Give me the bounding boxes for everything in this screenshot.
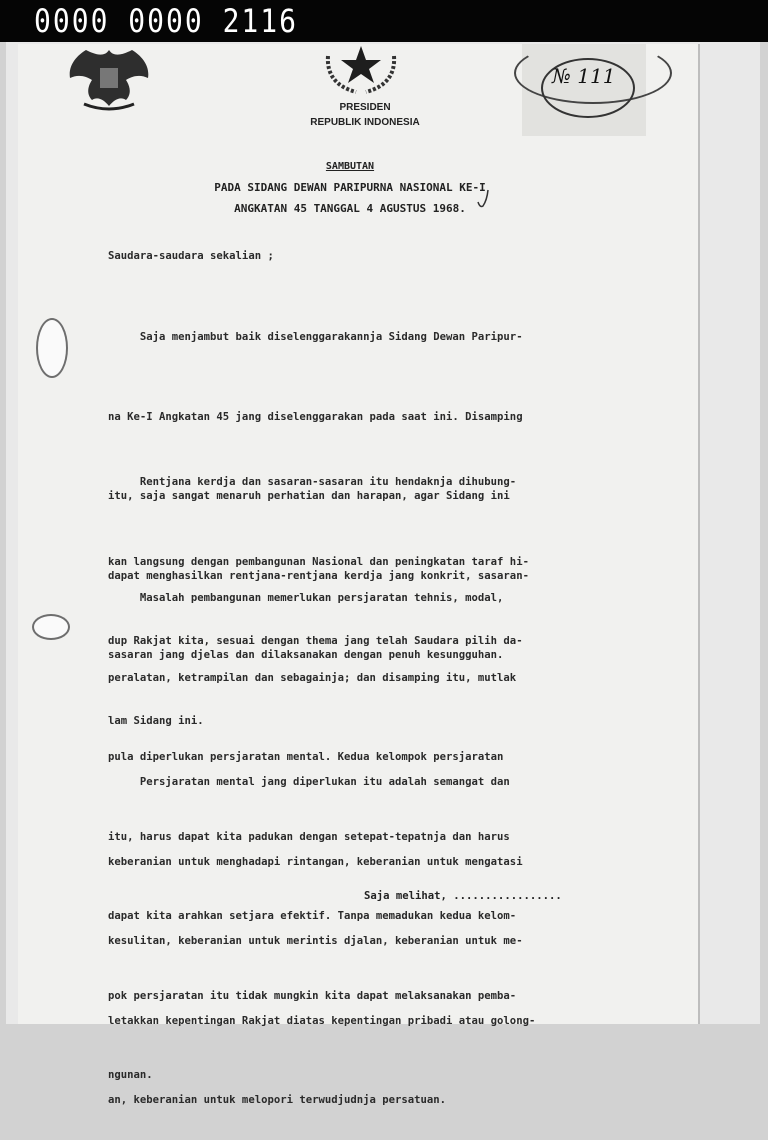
- letterhead-line-1: PRESIDEN: [339, 102, 391, 113]
- paragraph-line: peralatan, ketrampilan dan sebagainja; dan disamping itu, mutlak: [108, 671, 517, 684]
- punch-hole-bottom: [34, 616, 68, 638]
- paragraph-line: na Ke-I Angkatan 45 jang diselenggarakan pada saat ini. Disamping: [108, 410, 523, 423]
- paragraph-line: kan langsung dengan pembangunan Nasional dan peningkatan taraf hi-: [108, 555, 529, 568]
- letterhead: [270, 100, 460, 130]
- paragraph-4: [108, 716, 648, 1140]
- paragraph-line: keberanian untuk menghadapi rintangan, keberanian untuk mengatasi: [108, 855, 523, 868]
- garuda-emblem-icon: [64, 44, 154, 114]
- stamp-number: № 111: [552, 64, 616, 88]
- paragraph-line: Rentjana kerdja dan sasaran-sasaran itu hendaknja dihubung-: [108, 476, 517, 488]
- paragraph-line: sasaran jang djelas dan dilaksanakan dengan penuh kesungguhan.: [108, 649, 504, 661]
- paragraph-line: lam Sidang ini.: [108, 714, 204, 727]
- letterhead-line-2: REPUBLIK INDONESIA: [310, 117, 420, 128]
- title-line-3: ANGKATAN 45 TANGGAL 4 AGUSTUS 1968.: [234, 202, 466, 215]
- paragraph-line: Saja menjambut baik diselenggarakannja Sidang Dewan Paripur-: [108, 331, 523, 343]
- title-line-2: PADA SIDANG DEWAN PARIPURNA NASIONAL KE-I: [214, 181, 486, 194]
- document-title: [140, 156, 560, 219]
- paragraph-line: itu, saja sangat menaruh perhatian dan harapan, agar Sidang ini: [108, 490, 510, 502]
- paragraph-line: dapat kita arahkan setjara efektif. Tanpa memadukan kedua kelom-: [108, 910, 517, 922]
- paragraph-line: ngunan.: [108, 1069, 153, 1081]
- paragraph-line: dup Rakjat kita, sesuai dengan thema jang telah Saudara pilih da-: [108, 635, 523, 647]
- paragraph-line: pok persjaratan itu tidak mungkin kita dapat melaksanakan pemba-: [108, 989, 517, 1002]
- salutation: Saudara-saudara sekalian ;: [108, 250, 274, 262]
- paragraph-line: kesulitan, keberanian untuk merintis djalan, keberanian untuk me-: [108, 935, 523, 947]
- title-main: SAMBUTAN: [325, 161, 375, 172]
- handwritten-tick-icon: [476, 188, 490, 210]
- presidential-star-emblem-icon: [318, 42, 404, 96]
- paragraph-line: pula diperlukan persjaratan mental. Kedua kelompok persjaratan: [108, 751, 504, 763]
- film-frame-bar: [0, 0, 768, 42]
- paragraph-line: dapat menghasilkan rentjana-rentjana kerdja jang konkrit, sasaran-: [108, 569, 529, 582]
- paragraph-line: Persjaratan mental jang diperlukan itu adalah semangat dan: [108, 776, 510, 788]
- paragraph-line: Masalah pembangunan memerlukan persjaratan tehnis, modal,: [108, 592, 504, 604]
- punch-hole-top: [38, 320, 66, 376]
- paragraph-line: itu, harus dapat kita padukan dengan setepat-tepatnja dan harus: [108, 830, 510, 843]
- closing-line: Saja melihat, .................: [364, 890, 562, 902]
- frame-number: 0000 0000 2116: [34, 2, 299, 40]
- paragraph-line: an, keberanian untuk melopori terwudjudnja persatuan.: [108, 1094, 447, 1106]
- paragraph-line: letakkan kepentingan Rakjat diatas kepentingan pribadi atau golong-: [108, 1014, 536, 1027]
